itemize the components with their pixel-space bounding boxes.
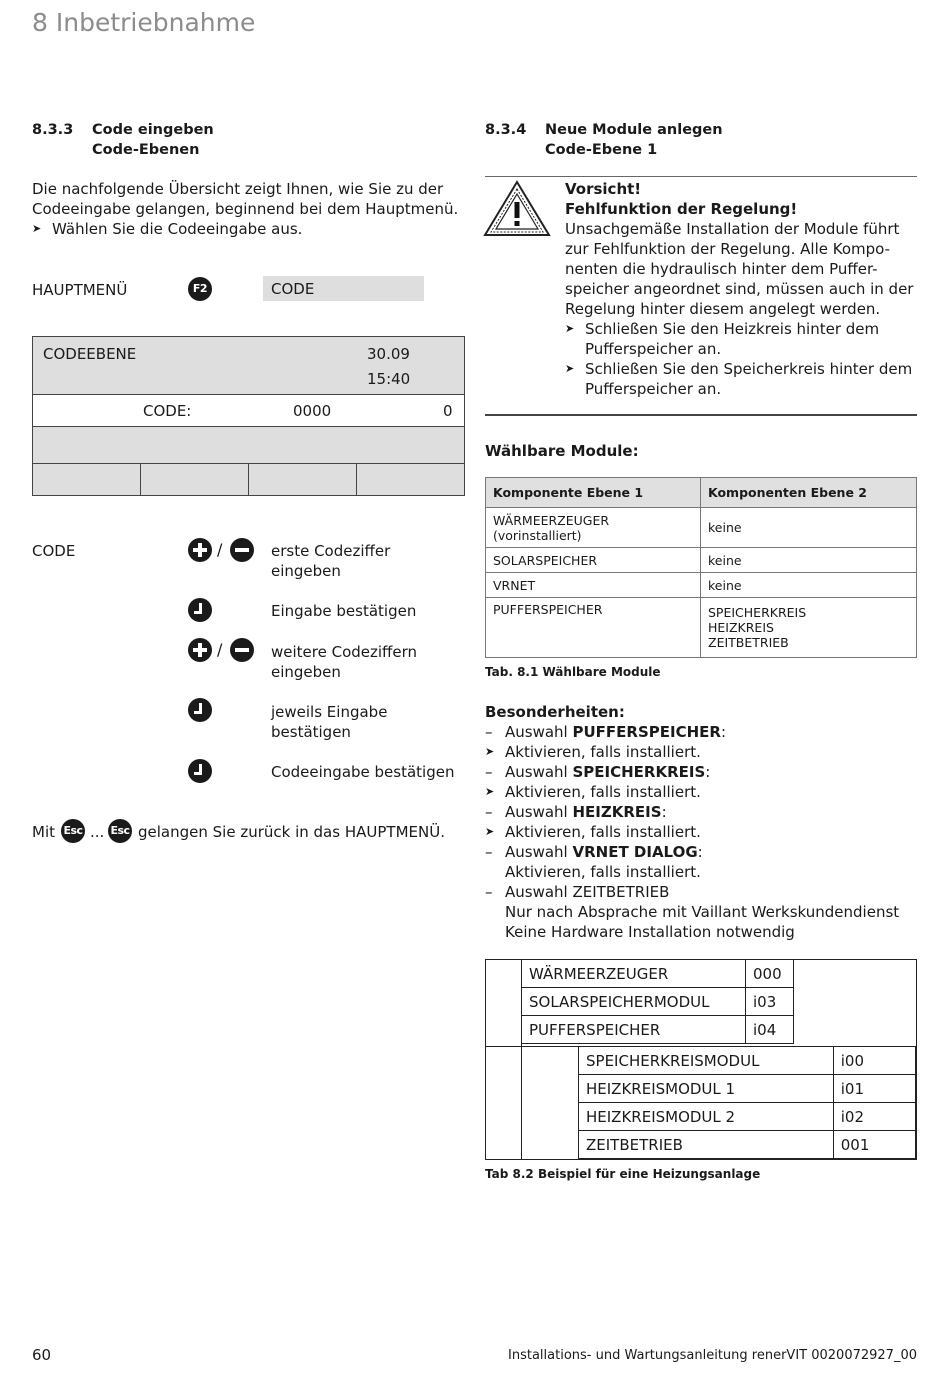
special-action: ➤ Aktivieren, falls installiert. [485,822,925,842]
code-menu-field: CODE [263,276,424,301]
warning-step-line: ➤ Schließen Sie den Speicherkreis hinter dem [585,360,913,378]
display-code-right: 0 [443,402,453,420]
module-name: HEIZKREISMODUL 1 [579,1075,834,1103]
cell-line: SPEICHERKREIS [708,605,807,620]
special-note: Nur nach Absprache mit Vaillant Werkskundendienst [505,903,900,921]
step-text: Eingabe bestätigen [271,602,417,620]
section-title: Code eingeben [92,122,214,138]
auswahl-word: Auswahl [505,803,568,821]
intro-line: Die nachfolgende Übersicht zeigt Ihnen, wie Sie zu der [32,180,444,198]
display-code-label: CODE: [143,402,192,420]
module-name: ZEITBETRIEB [579,1131,834,1159]
table-cell: keine [701,508,917,548]
warning-step [565,319,925,359]
enter-icon[interactable] [188,759,212,783]
module-code: i01 [833,1075,915,1103]
table-row [486,573,917,598]
table-cell: PUFFERSPEICHER [486,598,701,658]
intro-text [32,179,462,239]
special-keyword: SPEICHERKREIS [572,763,706,781]
table-cell: keine [701,573,917,598]
display-code-row [33,395,464,427]
section-heading-833 [32,120,452,160]
special-item: – Auswahl VRNET DIALOG: [485,842,925,862]
step-line: erste Codeziffer [271,542,391,560]
display-softkeys [33,464,464,495]
table-cell: SOLARSPEICHER [486,548,701,573]
f2-button[interactable]: F2 [188,277,212,301]
code-step-label: CODE [32,542,76,560]
table-row [486,598,917,658]
section-number: 8.3.3 [32,122,74,138]
warning-bottom-rule [485,414,917,416]
special-note: Keine Hardware Installation notwendig [505,923,795,941]
table-row [579,1131,916,1159]
module-name: WÄRMEERZEUGER [522,960,746,988]
module-code: i04 [746,1016,794,1044]
step-line: eingeben [271,562,341,580]
cell-line: (vorinstalliert) [493,527,582,543]
back-target: HAUPTMENÜ. [344,823,445,841]
example-level2 [578,1046,916,1159]
special-item: – Auswahl HEIZKREIS: [485,802,925,822]
warning-line: speicher angeordnet sind, müssen auch in der [565,280,914,298]
slash-separator: / [217,640,223,659]
module-name: PUFFERSPEICHER [522,1016,746,1044]
step-text [271,642,417,682]
enter-icon[interactable] [188,698,212,722]
section-number: 8.3.4 [485,122,527,138]
step-text [271,541,390,581]
section-subtitle: Code-Ebene 1 [545,142,658,158]
warning-line: Regelung hinter diesem angelegt werden. [565,300,881,318]
chapter-title: 8 Inbetriebnahme [32,8,256,37]
display-header [33,337,464,395]
special-item [485,882,925,902]
code-display [32,336,465,496]
back-dots: ... [90,823,105,841]
warning-title: Vorsicht! [565,180,642,198]
warning-subtitle: Fehlfunktion der Regelung! [565,200,798,218]
display-code-value: 0000 [293,402,332,420]
warning-top-rule [485,176,917,177]
table-row [486,508,917,548]
module-code: i00 [833,1047,915,1075]
cell-line: WÄRMEERZEUGER [493,512,610,528]
table-cell: VRNET [486,573,701,598]
table-row [579,1075,916,1103]
display-date: 30.09 [367,345,410,363]
table-cell: keine [701,548,917,573]
intro-line: Codeeingabe gelangen, beginnend bei dem Hauptmenü. [32,200,459,218]
plus-icon[interactable] [188,538,212,562]
display-title: CODEEBENE [43,345,137,363]
table-row [522,988,794,1016]
plus-icon[interactable] [188,638,212,662]
special-heading: Besonderheiten: [485,703,625,721]
special-keyword: ZEITBETRIEB [572,883,670,901]
auswahl-word: Auswahl [505,763,568,781]
softkey-divider [356,464,357,495]
modules-table [485,477,917,658]
document-title: Installations- und Wartungsanleitung renerVIT 0020072927_00 [508,1348,917,1363]
step-line: eingeben [271,663,341,681]
auswahl-word: Auswahl [505,883,568,901]
warning-triangle-icon [483,180,551,238]
esc-button[interactable]: Esc [61,819,85,843]
table-header-row [486,478,917,508]
warning-step-line: Pufferspeicher an. [585,340,722,358]
special-action: Aktivieren, falls installiert. [505,863,701,881]
warning-step-line: ➤ Schließen Sie den Heizkreis hinter dem [585,320,880,338]
module-name: HEIZKREISMODUL 2 [579,1103,834,1131]
example-level1 [521,959,794,1044]
special-keyword: PUFFERSPEICHER [572,723,721,741]
module-name: SOLARSPEICHERMODUL [522,988,746,1016]
back-mit: Mit [32,823,55,841]
softkey-divider [248,464,249,495]
display-time: 15:40 [367,370,411,388]
step-line: weitere Codeziffern [271,643,418,661]
table-cell [486,508,701,548]
section-title: Neue Module anlegen [545,122,723,138]
warning-line: zur Fehlfunktion der Regelung. Alle Kompo- [565,240,891,258]
slash-separator: / [217,540,223,559]
warning-line: nenten die hydraulisch hinter dem Puffer- [565,260,878,278]
special-keyword: VRNET DIALOG [572,843,698,861]
table-row [486,548,917,573]
module-code: i03 [746,988,794,1016]
cell-line: HEIZKREIS [708,620,774,635]
esc-button[interactable]: Esc [108,819,132,843]
module-code: 001 [833,1131,915,1159]
example-caption: Tab 8.2 Beispiel für eine Heizungsanlage [485,1167,761,1181]
warning-step-line: Pufferspeicher an. [585,380,722,398]
table-row [522,1016,794,1044]
special-action: ➤ Aktivieren, falls installiert. [485,782,925,802]
step-line: jeweils Eingabe [271,703,388,721]
step-line: bestätigen [271,723,351,741]
table-cell [701,598,917,658]
table-row [522,960,794,988]
table-header: Komponenten Ebene 2 [701,478,917,508]
auswahl-word: Auswahl [505,723,568,741]
table-row [579,1047,916,1075]
section-heading-834 [485,120,905,160]
section-subtitle: Code-Ebenen [92,142,200,158]
auswahl-word: Auswahl [505,843,568,861]
back-sentence: gelangen Sie zurück in das [138,823,341,841]
modules-heading: Wählbare Module: [485,442,639,460]
enter-icon[interactable] [188,598,212,622]
table-caption: Tab. 8.1 Wählbare Module [485,665,661,679]
module-name: SPEICHERKREISMODUL [579,1047,834,1075]
table-row [579,1103,916,1131]
softkey-divider [140,464,141,495]
table-header: Komponente Ebene 1 [486,478,701,508]
warning-step [565,359,925,399]
step-text [271,702,387,742]
minus-icon[interactable] [230,638,254,662]
step-text: Codeeingabe bestätigen [271,763,455,781]
warning-line: Unsachgemäße Installation der Module führt [565,220,900,238]
special-action: ➤ Aktivieren, falls installiert. [485,742,925,762]
example-table [485,959,917,1160]
warning-text [565,179,925,399]
cell-line: ZEITBETRIEB [708,635,789,650]
module-code: i02 [833,1103,915,1131]
page-number: 60 [32,1346,52,1364]
special-keyword: HEIZKREIS [572,803,662,821]
back-text [138,822,445,842]
display-empty-row [33,427,464,464]
intro-step: ➤ Wählen Sie die Codeeingabe aus. [32,219,462,239]
special-section [485,702,925,942]
special-item: – Auswahl SPEICHERKREIS: [485,762,925,782]
module-code: 000 [746,960,794,988]
minus-icon[interactable] [230,538,254,562]
hauptmenu-label: HAUPTMENÜ [32,281,128,299]
special-item: – Auswahl PUFFERSPEICHER: [485,722,925,742]
